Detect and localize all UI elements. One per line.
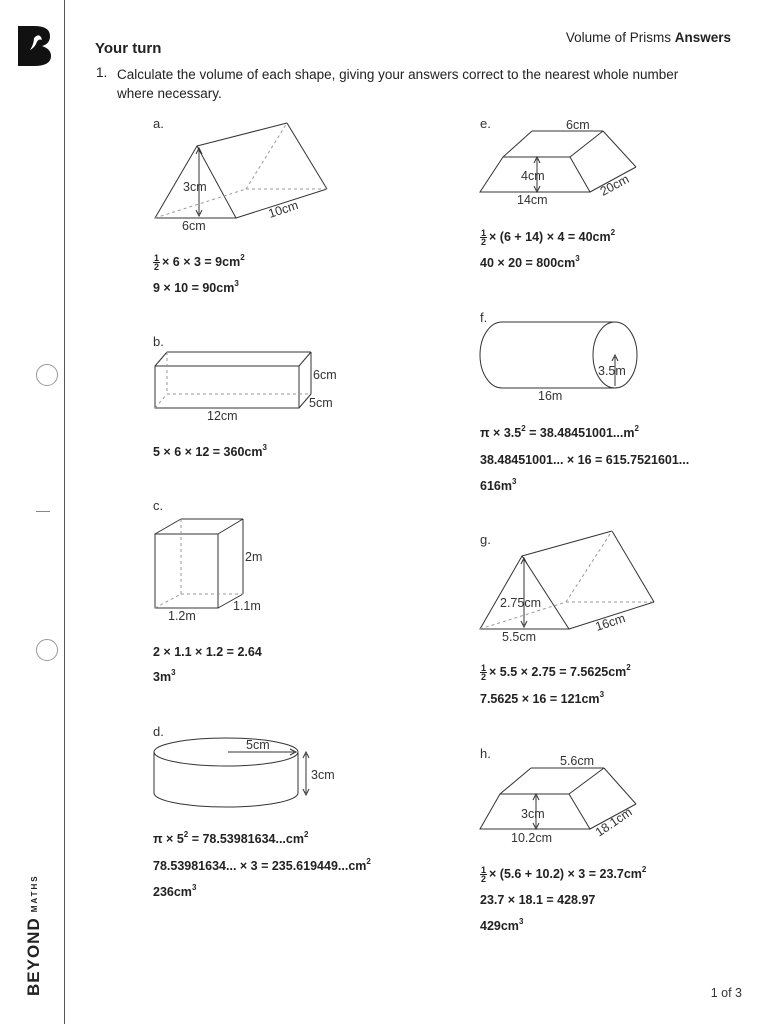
dim-e-top: 6cm — [566, 118, 590, 132]
dim-g-height: 2.75cm — [500, 596, 541, 610]
dim-e-length: 20cm — [597, 171, 632, 199]
dim-g-base: 5.5cm — [502, 630, 537, 644]
dim-a-length: 10cm — [266, 198, 301, 221]
answer-e-line2: $40 \times 20 = 800cm^3$ — [480, 254, 580, 270]
answer-d-line3: $236cm^3$ — [153, 883, 197, 899]
answer-b-line1: $5 \times 6 \times 12 = 360cm^3$ — [153, 443, 267, 459]
fraction-half: $\frac{1}{2}$ — [481, 663, 487, 682]
dim-c-width: 1.2m — [168, 609, 196, 623]
brand-name: BEYOND — [24, 917, 43, 996]
item-d-label: d. — [153, 724, 164, 739]
item-g-label: g. — [480, 532, 491, 547]
dim-h-length: 18.1cm — [592, 804, 635, 840]
answer-d-line2: 78.53981634... × $3 = 235.619449...cm^2$ — [153, 857, 371, 873]
answer-h-line2: 23.7 × 18.1 = 428.97 — [480, 893, 596, 907]
dim-e-height: 4cm — [521, 169, 545, 183]
item-e-label: e. — [480, 116, 491, 131]
item-a-label: a. — [153, 116, 164, 131]
dim-c-height: 2m — [245, 550, 263, 564]
item-b-label: b. — [153, 334, 164, 349]
answer-a-line1: $\frac{1}{2}$ × $6 \times 3 = 9cm^2$ — [154, 252, 245, 272]
dim-b-length: 12cm — [207, 409, 238, 423]
dim-h-height: 3cm — [521, 807, 545, 821]
answer-f-line3: $616m^3$ — [480, 477, 517, 493]
answer-d-line1: $\pi \times 5^2 = 78.53981634...cm^2$ — [153, 830, 309, 846]
dim-g-length: 16cm — [593, 611, 628, 634]
dim-f-radius: 3.5m — [598, 364, 626, 378]
item-f-label: f. — [480, 310, 488, 325]
dim-b-height: 6cm — [313, 368, 337, 382]
item-h-label: h. — [480, 746, 491, 761]
dim-a-base: 6cm — [182, 219, 206, 233]
dim-c-depth: 1.1m — [233, 599, 261, 613]
dim-e-base: 14cm — [517, 193, 548, 207]
answer-g-line1: $\frac{1}{2}$ × $5.5 \times 2.75 = 7.5625cm^2$ — [481, 662, 631, 682]
fraction-half: $\frac{1}{2}$ — [154, 253, 160, 272]
dim-b-depth: 5cm — [309, 396, 333, 410]
answer-h-line3: $429cm^3$ — [480, 917, 524, 933]
section-title: Your turn — [95, 40, 162, 57]
answer-f-line2: 38.48451001... × 16 = 615.7521601... — [480, 453, 690, 467]
page-number: 1 of 3 — [710, 986, 742, 1000]
dim-d-radius: 5cm — [246, 738, 270, 752]
dim-d-height: 3cm — [311, 768, 335, 782]
fraction-half: $\frac{1}{2}$ — [481, 865, 487, 884]
answer-f-line1: $\pi \times 3.5^2 = 38.48451001...m^2$ — [480, 424, 639, 440]
question-text: Calculate the volume of each shape, giving your answers correct to the nearest whole number where necessary. — [117, 67, 679, 101]
title-prefix: Volume of Prisms — [565, 30, 671, 45]
answer-e-line1: $\frac{1}{2}$ × $(6 + 14) \times 4 = 40cm^2$ — [481, 227, 616, 247]
question-number: 1. — [96, 65, 108, 80]
dim-a-height: 3cm — [183, 180, 207, 194]
brand-sub: MATHS — [30, 874, 39, 913]
answer-h-line1: $\frac{1}{2}$ × $(5.6 + 10.2) \times 3 = 23.7cm^2$ — [481, 864, 647, 884]
dim-f-length: 16m — [538, 389, 563, 403]
fraction-half: $\frac{1}{2}$ — [481, 228, 487, 247]
dim-h-top: 5.6cm — [560, 754, 595, 768]
dim-h-base: 10.2cm — [511, 831, 552, 845]
item-c-label: c. — [153, 498, 164, 513]
answer-c-line2: $3m^3$ — [153, 668, 176, 684]
answer-c-line1: 2 × 1.1 × 1.2 = 2.64 — [153, 645, 262, 659]
title-bold: Answers — [674, 30, 731, 45]
answer-a-line2: $9 \times 10 = 90cm^3$ — [153, 279, 239, 295]
answer-g-line2: $7.5625 \times 16 = 121cm^3$ — [480, 690, 605, 706]
